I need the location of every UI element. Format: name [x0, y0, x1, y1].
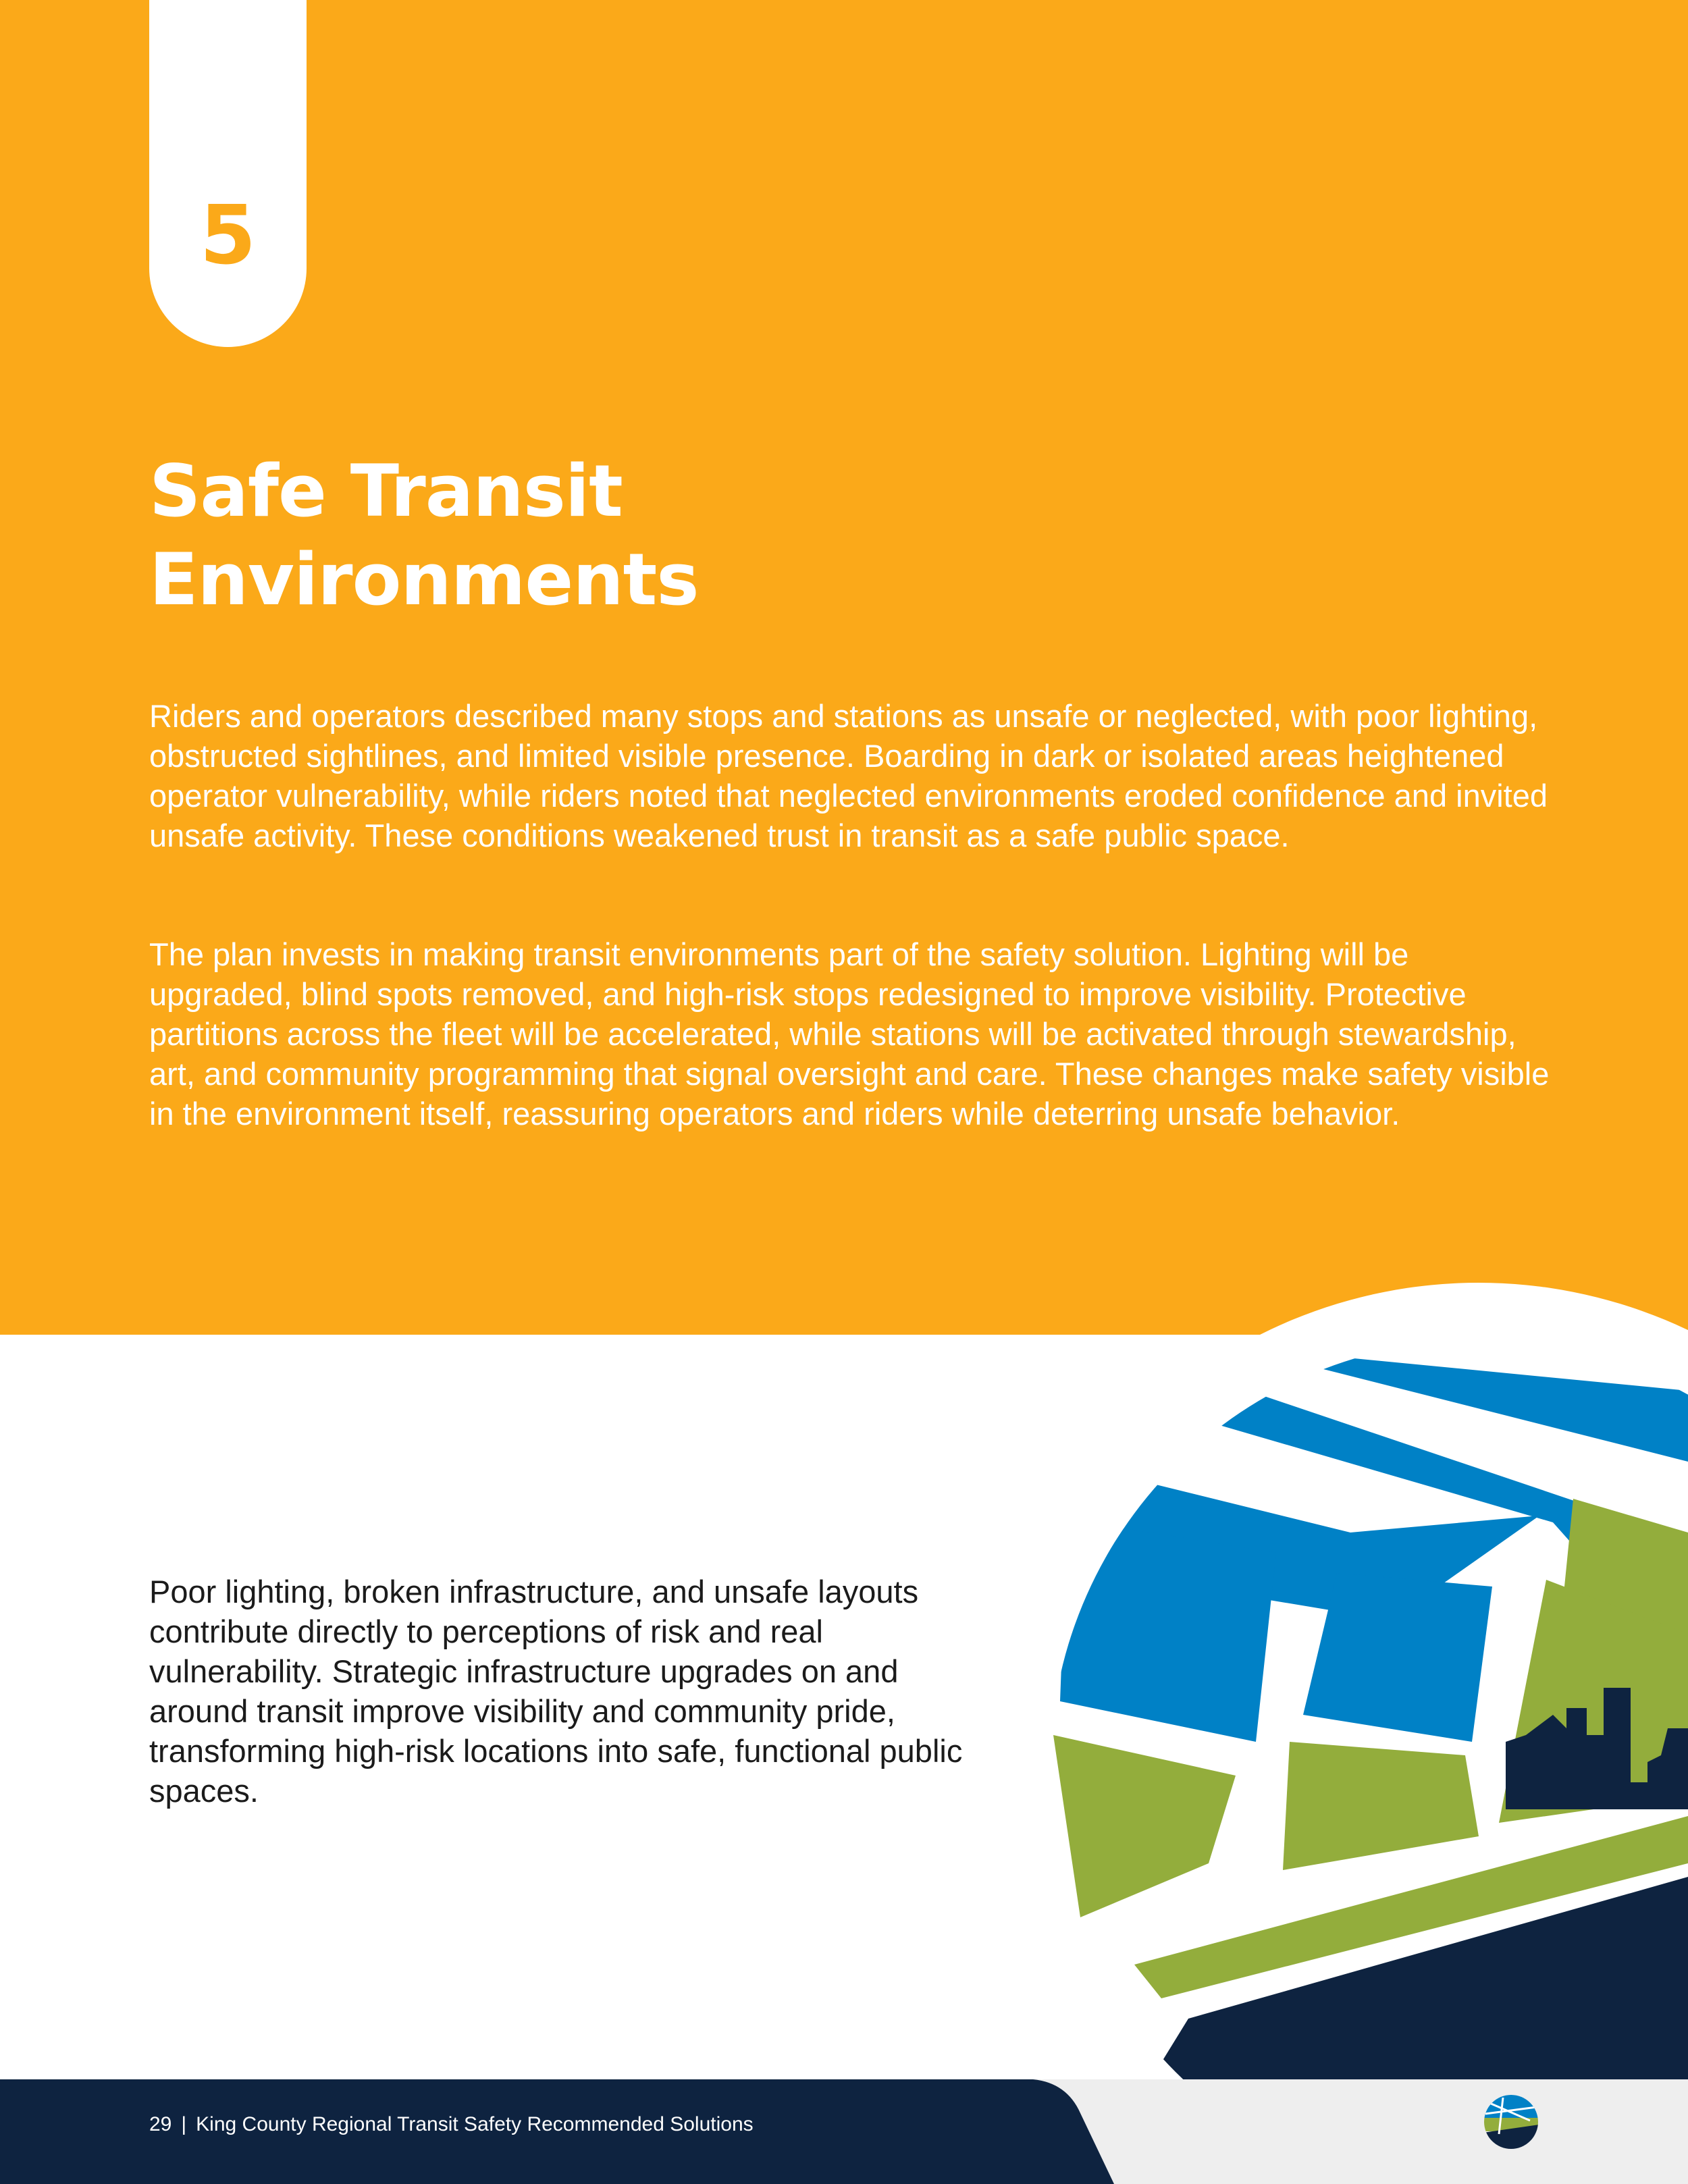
page-title: Safe Transit Environments	[149, 450, 699, 621]
intro-paragraph-2: The plan invests in making transit environments part of the safety solution. Lighting will be upgraded, blind spots removed, and high-risk stops redesigned to improve visibility. Protective partitions across the fleet will be accelerated, while stations will be activated through stewardship, art, and community programming that signal oversight and care. These changes make safety visible in the environment itself, reassuring operators and riders while deterring unsafe behavior.	[149, 936, 1550, 1131]
globe-logo-icon	[1483, 2094, 1539, 2150]
summary-paragraph: Poor lighting, broken infrastructure, and unsafe layouts contribute directly to perceptions of risk and real vulnerability. Strategic infrastructure upgrades on and around transit improve visibility and community pride, transforming high-risk locations into safe, functional public spaces.	[149, 1574, 963, 1809]
document-title: King County Regional Transit Safety Recommended Solutions	[196, 2113, 754, 2135]
footer-caption	[149, 2112, 754, 2137]
page-number: 29	[149, 2113, 172, 2135]
footer-separator: |	[181, 2113, 187, 2135]
intro-paragraph-1: Riders and operators described many stops and stations as unsafe or neglected, with poor lighting, obstructed sightlines, and limited visible presence. Boarding in dark or isolated areas heightened operator vulnerability, while riders noted that neglected environments eroded confidence and invited unsafe activity. These conditions weakened trust in transit as a safe public space.	[149, 698, 1548, 853]
section-number: 5	[199, 189, 257, 283]
